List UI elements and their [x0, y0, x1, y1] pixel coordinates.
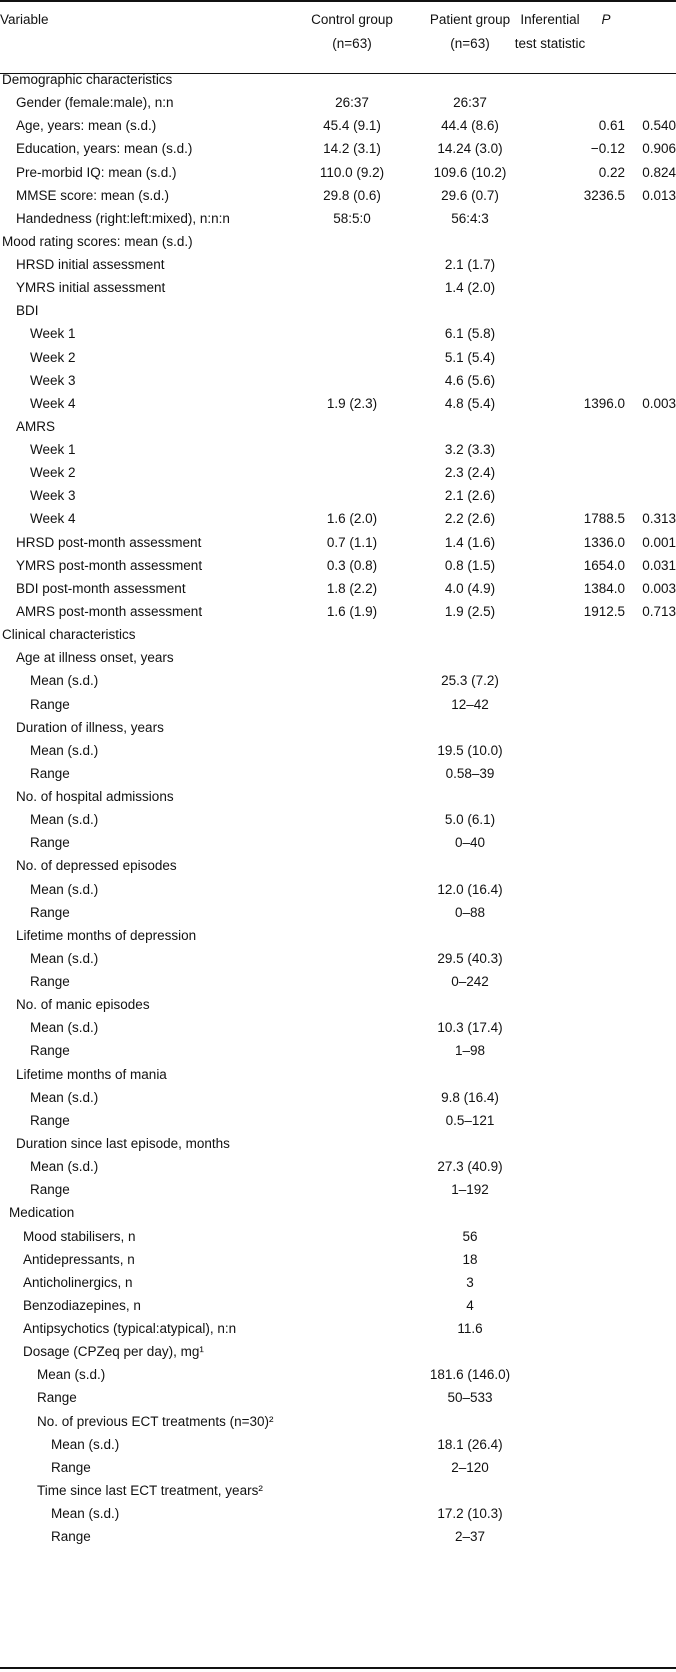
- patient-group-value: 1–192: [451, 1182, 489, 1198]
- table-row: [0, 68, 676, 92]
- row-label: Week 4: [30, 395, 76, 411]
- test-statistic-value: 1654.0: [583, 557, 625, 573]
- table-row: [0, 161, 676, 185]
- row-label: Range: [30, 1043, 70, 1059]
- table-row: [0, 184, 676, 208]
- p-value: 0.003: [642, 395, 676, 411]
- control-group-value: 110.0 (9.2): [319, 164, 385, 180]
- table-row: [0, 207, 676, 231]
- p-value: 0.313: [642, 511, 676, 527]
- row-label: Week 3: [30, 372, 76, 388]
- table-row: [0, 1456, 676, 1480]
- patient-group-value: 2–120: [451, 1459, 489, 1475]
- header-patient-n: (n=63): [450, 36, 490, 51]
- row-label: Mean (s.d.): [37, 1367, 106, 1383]
- row-label: Range: [30, 765, 70, 781]
- control-group-value: 1.6 (1.9): [326, 603, 378, 619]
- table-row: [0, 137, 676, 161]
- table-row: [0, 276, 676, 300]
- table-row: [0, 253, 676, 277]
- test-statistic-value: 0.61: [598, 118, 625, 134]
- row-label: Duration of illness, years: [16, 719, 164, 735]
- row-label: Week 3: [30, 488, 76, 504]
- table-row: [0, 114, 676, 138]
- row-label: Mean (s.d.): [51, 1506, 120, 1522]
- patient-group-value: 2.3 (2.4): [444, 465, 496, 481]
- table-row: [0, 970, 676, 994]
- control-group-value: 1.9 (2.3): [326, 395, 378, 411]
- row-label: Mean (s.d.): [30, 812, 99, 828]
- row-label: Week 2: [30, 465, 76, 481]
- table-row: [0, 392, 676, 416]
- patient-group-value: 181.6 (146.0): [429, 1367, 511, 1383]
- row-label: Range: [30, 904, 70, 920]
- patient-group-value: 0.5–121: [445, 1112, 495, 1128]
- table-row: [0, 878, 676, 902]
- table-row: [0, 739, 676, 763]
- patient-group-value: 14.24 (3.0): [437, 141, 503, 157]
- row-label: Range: [30, 1182, 70, 1198]
- row-label: Education, years: mean (s.d.): [16, 141, 193, 157]
- patient-group-value: 56:4:3: [451, 210, 489, 226]
- patient-group-value: 2.1 (2.6): [444, 488, 496, 504]
- table-row: [0, 299, 676, 323]
- test-statistic-value: 1396.0: [583, 395, 625, 411]
- patient-group-value: 4: [466, 1297, 474, 1313]
- header-p-value: P: [601, 12, 611, 27]
- table-row: [0, 924, 676, 948]
- table-row: [0, 1109, 676, 1133]
- p-value: 0.001: [642, 534, 676, 550]
- patient-group-value: 3: [466, 1274, 474, 1290]
- row-label: Gender (female:male), n:n: [16, 95, 174, 111]
- patient-group-value: 0.8 (1.5): [444, 557, 496, 573]
- table-row: [0, 91, 676, 115]
- table-row: [0, 1178, 676, 1202]
- top-rule: [0, 0, 676, 2]
- test-statistic-value: −0.12: [590, 141, 625, 157]
- table-row: [0, 1039, 676, 1063]
- patient-group-value: 1–98: [454, 1043, 486, 1059]
- table-row: [0, 693, 676, 717]
- row-label: Age, years: mean (s.d.): [16, 118, 157, 134]
- table-row: [0, 1132, 676, 1156]
- row-label: Mean (s.d.): [30, 673, 99, 689]
- patient-group-value: 3.2 (3.3): [444, 442, 496, 458]
- table-row: [0, 1155, 676, 1179]
- patient-group-value: 2.1 (1.7): [444, 257, 496, 273]
- patient-group-value: 5.0 (6.1): [444, 812, 496, 828]
- table-row: [0, 577, 676, 601]
- patient-group-value: 29.5 (40.3): [437, 950, 503, 966]
- row-label: Mean (s.d.): [30, 742, 99, 758]
- row-label: Handedness (right:left:mixed), n:n:n: [16, 210, 230, 226]
- table-row: [0, 1248, 676, 1272]
- table-row: [0, 461, 676, 485]
- patient-group-value: 4.6 (5.6): [444, 372, 496, 388]
- header-stat-line1: Inferential: [520, 12, 580, 27]
- table-row: [0, 762, 676, 786]
- table-row: [0, 623, 676, 647]
- row-label: Week 2: [30, 349, 76, 365]
- row-label: No. of depressed episodes: [16, 858, 177, 874]
- header-control-group: [292, 8, 412, 56]
- table-row: [0, 531, 676, 555]
- row-label: No. of hospital admissions: [16, 789, 174, 805]
- patient-group-value: 44.4 (8.6): [441, 118, 499, 134]
- row-label: Benzodiazepines, n: [23, 1297, 141, 1313]
- table-row: [0, 369, 676, 393]
- row-label: Age at illness onset, years: [16, 650, 174, 666]
- row-label: Lifetime months of mania: [16, 1066, 167, 1082]
- patient-group-value: 2.2 (2.6): [444, 511, 496, 527]
- row-label: Mean (s.d.): [30, 950, 99, 966]
- row-label: AMRS post-month assessment: [16, 603, 203, 619]
- table-row: [0, 600, 676, 624]
- row-label: Range: [51, 1529, 91, 1545]
- p-value: 0.713: [642, 603, 676, 619]
- patient-group-value: 0–242: [451, 974, 489, 990]
- control-group-value: 14.2 (3.1): [323, 141, 381, 157]
- table-row: [0, 484, 676, 508]
- control-group-value: 1.8 (2.2): [326, 580, 378, 596]
- row-label: No. of previous ECT treatments (n=30)²: [37, 1413, 274, 1429]
- patient-group-value: 17.2 (10.3): [437, 1506, 503, 1522]
- table-row: [0, 230, 676, 254]
- patient-group-value: 1.4 (1.6): [444, 534, 496, 550]
- table-row: [0, 346, 676, 370]
- control-group-value: 58:5:0: [333, 210, 371, 226]
- p-value: 0.824: [642, 164, 676, 180]
- table-row: [0, 322, 676, 346]
- patient-group-value: 0.58–39: [445, 765, 495, 781]
- table-row: [0, 669, 676, 693]
- table-row: [0, 507, 676, 531]
- p-value: 0.013: [642, 187, 676, 203]
- table-row: [0, 1063, 676, 1087]
- header-test-statistic: [500, 8, 600, 56]
- row-label: Range: [51, 1459, 91, 1475]
- control-group-value: 45.4 (9.1): [323, 118, 381, 134]
- row-label: Week 1: [30, 326, 76, 342]
- p-value: 0.031: [642, 557, 676, 573]
- row-label: Anticholinergics, n: [23, 1274, 133, 1290]
- table-row: [0, 1363, 676, 1387]
- table-row: [0, 415, 676, 439]
- patient-group-value: 12–42: [451, 696, 489, 712]
- table-row: [0, 716, 676, 740]
- row-label: YMRS initial assessment: [16, 280, 166, 296]
- row-label: Pre-morbid IQ: mean (s.d.): [16, 164, 177, 180]
- row-label: AMRS: [16, 418, 56, 434]
- control-group-value: 0.7 (1.1): [326, 534, 378, 550]
- row-label: Duration since last episode, months: [16, 1135, 230, 1151]
- table-row: [0, 993, 676, 1017]
- test-statistic-value: 1788.5: [583, 511, 625, 527]
- patient-group-value: 0–88: [454, 904, 486, 920]
- table-row: [0, 1317, 676, 1341]
- table-row: [0, 1386, 676, 1410]
- patient-group-value: 18: [462, 1251, 478, 1267]
- row-label: Mean (s.d.): [30, 1159, 99, 1175]
- row-label: HRSD post-month assessment: [16, 534, 202, 550]
- row-label: Mean (s.d.): [51, 1436, 120, 1452]
- table-row: [0, 646, 676, 670]
- control-group-value: 29.8 (0.6): [323, 187, 381, 203]
- row-label: Mean (s.d.): [30, 881, 99, 897]
- table-row: [0, 831, 676, 855]
- patient-group-value: 27.3 (40.9): [437, 1159, 503, 1175]
- row-label: Mean (s.d.): [30, 1089, 99, 1105]
- test-statistic-value: 3236.5: [583, 187, 625, 203]
- table-row: [0, 1294, 676, 1318]
- patient-group-value: 5.1 (5.4): [444, 349, 496, 365]
- patient-group-value: 0–40: [454, 835, 486, 851]
- patient-group-value: 1.9 (2.5): [444, 603, 496, 619]
- table-row: [0, 901, 676, 925]
- row-label: Lifetime months of depression: [16, 927, 197, 943]
- patient-group-value: 1.4 (2.0): [444, 280, 496, 296]
- patient-group-value: 56: [462, 1228, 478, 1244]
- patient-group-value: 6.1 (5.8): [444, 326, 496, 342]
- row-label: Demographic characteristics: [2, 72, 173, 87]
- patient-group-value: 9.8 (16.4): [441, 1089, 499, 1105]
- row-label: Mood stabilisers, n: [23, 1228, 136, 1244]
- p-value: 0.003: [642, 580, 676, 596]
- patient-group-value: 25.3 (7.2): [441, 673, 499, 689]
- control-group-value: 1.6 (2.0): [326, 511, 378, 527]
- patient-group-value: 10.3 (17.4): [437, 1020, 503, 1036]
- header-patient-title: Patient group: [429, 12, 511, 27]
- row-label: Mood rating scores: mean (s.d.): [2, 233, 193, 249]
- table-row: [0, 1433, 676, 1457]
- header-variable: Variable: [0, 12, 49, 27]
- row-label: Week 4: [30, 511, 76, 527]
- row-label: Range: [30, 835, 70, 851]
- table-row: [0, 854, 676, 878]
- row-label: BDI: [16, 303, 39, 319]
- control-group-value: 0.3 (0.8): [326, 557, 378, 573]
- test-statistic-value: 0.22: [598, 164, 625, 180]
- row-label: Antidepressants, n: [23, 1251, 135, 1267]
- p-value: 0.540: [642, 118, 676, 134]
- table-row: [0, 947, 676, 971]
- table-row: [0, 1502, 676, 1526]
- table-row: [0, 1271, 676, 1295]
- patient-group-value: 11.6: [457, 1321, 483, 1337]
- row-label: Week 1: [30, 442, 76, 458]
- bottom-rule: [0, 1667, 676, 1669]
- row-label: YMRS post-month assessment: [16, 557, 203, 573]
- row-label: Range: [30, 1112, 70, 1128]
- patient-group-value: 12.0 (16.4): [437, 881, 503, 897]
- patient-group-value: 29.6 (0.7): [441, 187, 499, 203]
- header-control-title: Control group: [311, 12, 393, 27]
- table-row: [0, 808, 676, 832]
- header-stat-line2: test statistic: [514, 36, 586, 51]
- row-label: MMSE score: mean (s.d.): [16, 187, 170, 203]
- row-label: Medication: [9, 1205, 75, 1221]
- test-statistic-value: 1384.0: [583, 580, 625, 596]
- test-statistic-value: 1336.0: [583, 534, 625, 550]
- row-label: Range: [30, 974, 70, 990]
- table-row: [0, 1086, 676, 1110]
- patient-group-value: 50–533: [447, 1390, 493, 1406]
- row-label: Range: [37, 1390, 77, 1406]
- table-row: [0, 1525, 676, 1549]
- row-label: Antipsychotics (typical:atypical), n:n: [23, 1321, 237, 1337]
- table-row: [0, 1479, 676, 1503]
- p-value: 0.906: [642, 141, 676, 157]
- row-label: Clinical characteristics: [2, 627, 136, 643]
- table-row: [0, 1410, 676, 1434]
- header-control-n: (n=63): [332, 36, 372, 51]
- row-label: HRSD initial assessment: [16, 257, 165, 273]
- table-row: [0, 438, 676, 462]
- table-row: [0, 554, 676, 578]
- patient-group-value: 19.5 (10.0): [437, 742, 503, 758]
- table-row: [0, 1201, 676, 1225]
- patient-group-value: 4.8 (5.4): [444, 395, 496, 411]
- table-row: [0, 1225, 676, 1249]
- row-label: Mean (s.d.): [30, 1020, 99, 1036]
- table-row: [0, 785, 676, 809]
- patient-group-value: 18.1 (26.4): [437, 1436, 503, 1452]
- patient-group-value: 26:37: [453, 95, 487, 111]
- patient-group-value: 109.6 (10.2): [433, 164, 507, 180]
- row-label: Time since last ECT treatment, years²: [37, 1482, 263, 1498]
- table-row: [0, 1016, 676, 1040]
- control-group-value: 26:37: [335, 95, 369, 111]
- patient-group-value: 2–37: [454, 1529, 486, 1545]
- row-label: Range: [30, 696, 70, 712]
- test-statistic-value: 1912.5: [583, 603, 625, 619]
- table-row: [0, 1340, 676, 1364]
- row-label: No. of manic episodes: [16, 997, 150, 1013]
- patient-group-value: 4.0 (4.9): [444, 580, 496, 596]
- row-label: BDI post-month assessment: [16, 580, 186, 596]
- row-label: Dosage (CPZeq per day), mg¹: [23, 1344, 204, 1360]
